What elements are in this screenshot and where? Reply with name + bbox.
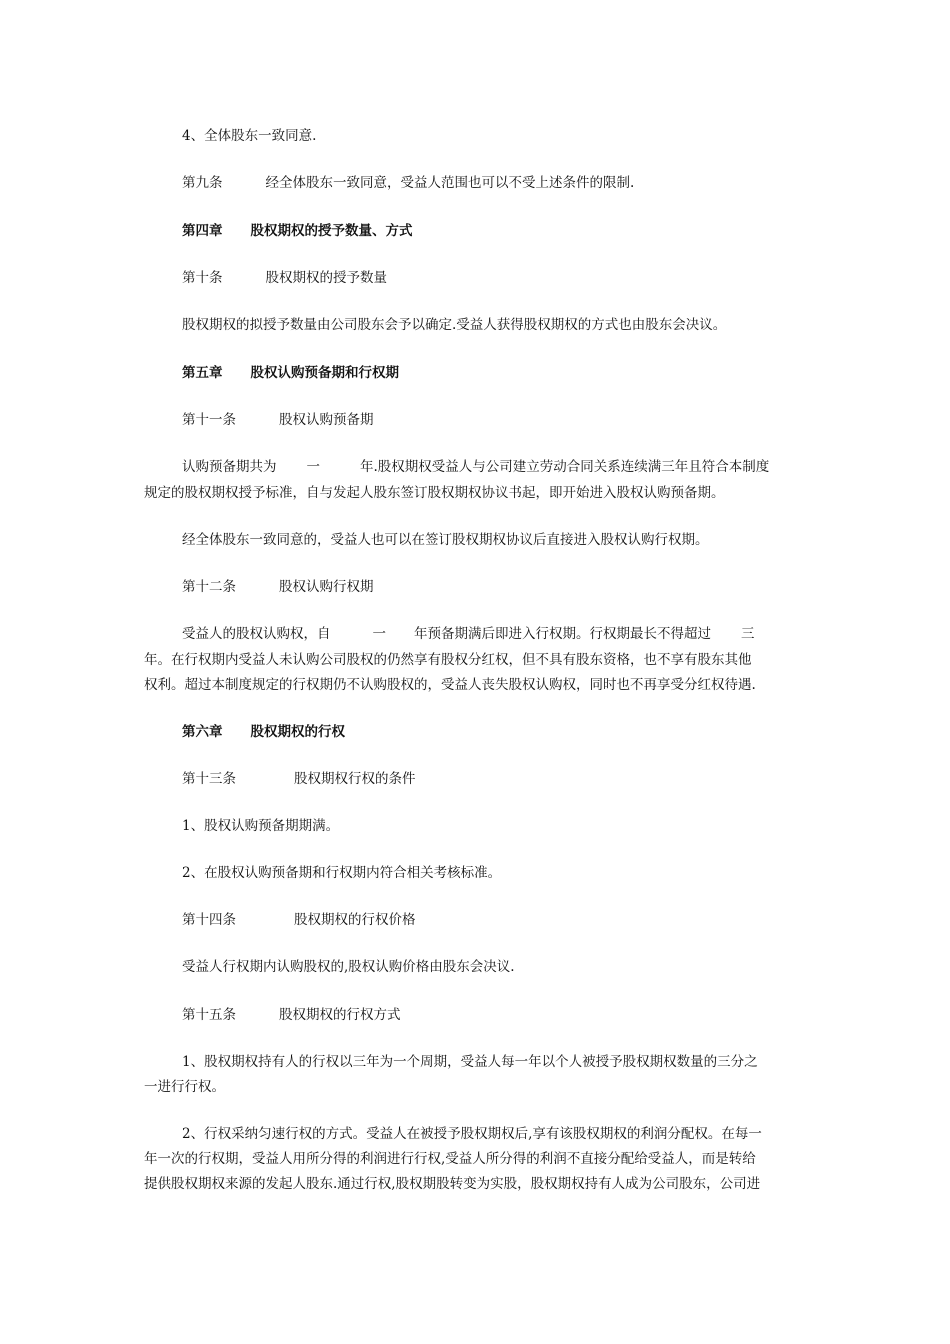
- chapter-4-heading: [182, 222, 413, 240]
- chapter-6-heading: [182, 723, 345, 741]
- paragraph-article-12-line-1: [182, 625, 755, 643]
- paragraph-article-11-line-2: 规定的股权期权授予标准，自与发起人股东签订股权期权协议书起，即开始进入股权认购预备期。: [144, 485, 725, 501]
- article-9: [182, 174, 634, 192]
- text-segment: 年预备期满后即进入行权期。行权期最长不得超过: [414, 626, 711, 642]
- paragraph-article-12-line-2: 年。在行权期内受益人未认购公司股权的仍然享有股权分红权，但不具有股东资格，也不享有股东其他: [144, 652, 752, 668]
- article-12-title: 股权认购行权期: [279, 579, 374, 595]
- paragraph-article-12-line-3: 权利。超过本制度规定的行权期仍不认购股权的，受益人丧失股权认购权，同时也不再享受分红权待遇.: [144, 677, 756, 693]
- chapter-4-label: 第四章: [182, 223, 223, 239]
- text-segment: 一: [372, 626, 386, 642]
- paragraph-condition-4: 4、全体股东一致同意.: [182, 128, 317, 144]
- article-11-title: 股权认购预备期: [279, 412, 374, 428]
- article-13-title: 股权期权行权的条件: [294, 771, 416, 787]
- text-segment: 年.股权期权受益人与公司建立劳动合同关系连续满三年且符合本制度: [360, 459, 770, 475]
- article-13-label: 第十三条: [182, 771, 236, 787]
- text-segment: 一: [306, 459, 320, 475]
- chapter-5-label: 第五章: [182, 365, 223, 381]
- article-10: [182, 269, 387, 287]
- paragraph-article-11-direct-entry: 经全体股东一致同意的，受益人也可以在签订股权期权协议后直接进入股权认购行权期。: [182, 532, 709, 548]
- article-9-label: 第九条: [182, 175, 223, 191]
- article-11-label: 第十一条: [182, 412, 236, 428]
- article-10-title: 股权期权的授予数量: [265, 270, 387, 286]
- article-9-text: 经全体股东一致同意，受益人范围也可以不受上述条件的限制.: [265, 175, 635, 191]
- article-13: [182, 770, 416, 788]
- chapter-6-label: 第六章: [182, 724, 223, 740]
- chapter-5-title: 股权认购预备期和行权期: [250, 365, 399, 381]
- paragraph-article-10: 股权期权的拟授予数量由公司股东会予以确定.受益人获得股权期权的方式也由股东会决议。: [182, 317, 727, 333]
- paragraph-article-15-item-2-line-1: 2、行权采纳匀速行权的方式。受益人在被授予股权期权后,享有该股权期权的利润分配权。在每一: [182, 1126, 762, 1142]
- paragraph-article-14: 受益人行权期内认购股权的,股权认购价格由股东会决议.: [182, 959, 515, 975]
- paragraph-article-13-item-1: 1、股权认购预备期期满。: [182, 818, 340, 834]
- article-11: [182, 411, 374, 429]
- article-14-label: 第十四条: [182, 912, 236, 928]
- paragraph-article-11-line-1: [182, 458, 769, 476]
- chapter-4-title: 股权期权的授予数量、方式: [250, 223, 413, 239]
- article-15-label: 第十五条: [182, 1007, 236, 1023]
- chapter-6-title: 股权期权的行权: [250, 724, 345, 740]
- paragraph-article-15-item-1-line-1: 1、股权期权持有人的行权以三年为一个周期，受益人每一年以个人被授予股权期权数量的三分之: [182, 1054, 758, 1070]
- paragraph-article-15-item-2-line-2: 年一次的行权期，受益人用所分得的利润进行行权,受益人所分得的利润不直接分配给受益人，而是转给: [144, 1151, 756, 1167]
- paragraph-article-15-item-2-line-3: 提供股权期权来源的发起人股东.通过行权,股权期股转变为实股，股权期权持有人成为公司股东，公司进: [144, 1176, 761, 1192]
- chapter-5-heading: [182, 364, 399, 382]
- article-15: [182, 1006, 401, 1024]
- article-12: [182, 578, 374, 596]
- article-15-title: 股权期权的行权方式: [279, 1007, 401, 1023]
- paragraph-article-15-item-1-line-2: 一进行行权。: [144, 1079, 225, 1095]
- article-10-label: 第十条: [182, 270, 223, 286]
- article-12-label: 第十二条: [182, 579, 236, 595]
- text-segment: 受益人的股权认购权，自: [182, 626, 331, 642]
- article-14: [182, 911, 416, 929]
- text-segment: 三: [741, 626, 755, 642]
- article-14-title: 股权期权的行权价格: [294, 912, 416, 928]
- paragraph-article-13-item-2: 2、在股权认购预备期和行权期内符合相关考核标准。: [182, 865, 502, 881]
- text-segment: 认购预备期共为: [182, 459, 277, 475]
